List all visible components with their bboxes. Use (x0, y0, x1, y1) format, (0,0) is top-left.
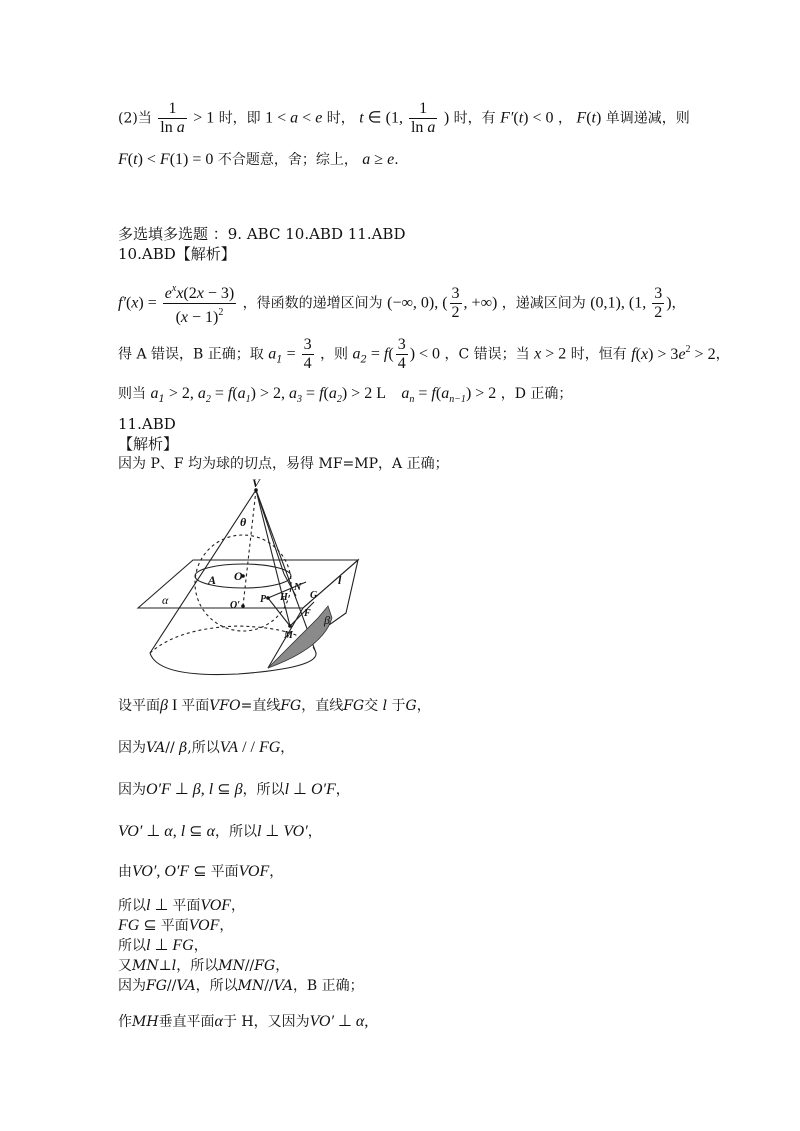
label-alpha: α (162, 593, 169, 607)
label-O: O (234, 569, 243, 583)
label-V: V (252, 478, 261, 490)
q10-line1: f′(x) = $\frac{e^xx(2x - 3)}{(x - 1)^2}$ ，得函数的递增区间为 (−∞, 0), ( $\frac{3}{2}$ , +∞) ，递减区间为 (0,1), (1, $\frac{3}{2}$ )， (118, 280, 686, 327)
q10-l1b: ，递减区间为 (501, 295, 586, 312)
part2-text3: 时，有 (453, 110, 496, 127)
proof-line5: 由VO′, O′F ⊆ 平面VOF， (118, 863, 284, 880)
proof-p7b: 平面 (160, 918, 189, 934)
label-theta: θ (240, 515, 247, 529)
proof-p10c: ，B 正确； (292, 978, 364, 994)
proof-line8: 所以l ⊥ FG， (118, 937, 208, 954)
q10-l1a: ，得函数的递增区间为 (242, 295, 383, 312)
frac-3-2: $\frac{3}{2}$ (451, 285, 460, 321)
label-P: P (260, 594, 267, 605)
proof-p3: 因为 (118, 782, 146, 798)
q10-title: 10.ABD【解析】 (118, 245, 236, 263)
proof-p2: 因为 (118, 740, 146, 756)
frac-derivative: $\frac{e^xx(2x - 3)}{(x - 1)^2}$ (163, 280, 236, 327)
proof-p3b: ，所以 (242, 782, 285, 798)
label-H: H (280, 592, 288, 603)
q10-l2c: ，C 错误；当 (444, 346, 530, 363)
frac-3-2-b: $\frac{3}{2}$ (654, 285, 663, 321)
part2-text1: 时，即 (218, 110, 261, 127)
proof-p11: 作 (118, 1014, 132, 1030)
proof-p1d: ，直线 (301, 698, 344, 714)
proof-p6: 所以 (118, 898, 146, 914)
label-l: l (338, 573, 342, 587)
proof-p2b: ,所以 (187, 740, 220, 756)
part2-text2: 时， (326, 110, 355, 127)
figure-svg (118, 478, 368, 678)
proof-p10: 因为 (118, 978, 146, 994)
label-Oprime: O′ (230, 600, 241, 611)
frac-1-over-lna-2: $\frac{1}{\text{ln a}}$ (410, 100, 436, 136)
part2-label: (2)当 (118, 110, 152, 127)
part2-line2-text: 不合题意，舍；综上， (217, 152, 358, 168)
proof-p9: 又 (118, 958, 132, 974)
proof-line7: FG ⊆ 平面VOF， (118, 917, 234, 934)
proof-p11b: 垂直平面 (158, 1014, 215, 1030)
proof-line1: 设平面β I 平面VFO=直线FG，直线FG交 l 于G， (118, 697, 431, 714)
label-M: M (284, 630, 293, 641)
label-G: G (310, 590, 318, 601)
cone-sphere-figure (118, 478, 368, 678)
proof-line11: 作MH垂直平面α于 H，又因为VO′ ⊥ α, (118, 1013, 369, 1030)
proof-p9b: ，所以 (176, 958, 219, 974)
part2-text5: 单调递减，则 (605, 110, 690, 127)
proof-p1c: 直线 (252, 698, 281, 714)
q10-l3b: ，D 正确； (500, 386, 573, 402)
part2-end: . (394, 152, 399, 168)
multi-heading: 多选填多选题 ：9. ABC 10.ABD 11.ABD (118, 225, 406, 243)
proof-line4: VO′ ⊥ α, l ⊆ α，所以l ⊥ VO′， (118, 823, 322, 840)
part2-line2: F(t) < F(1) = 0 不合题意，舍；综上， a ≥ e. (118, 151, 399, 168)
q11-title: 11.ABD (118, 415, 176, 433)
proof-p1b: 平面 (181, 698, 210, 714)
label-A: A (208, 573, 217, 587)
proof-p5: 由 (118, 864, 132, 880)
proof-line6: 所以l ⊥ 平面VOF， (118, 897, 246, 914)
proof-line3: 因为O′F ⊥ β, l ⊆ β，所以l ⊥ O′F， (118, 781, 350, 798)
label-N: N (294, 582, 302, 593)
label-F: F (304, 608, 311, 619)
proof-p1f: 于 (391, 698, 406, 714)
q10-line3: 则当 $a_1 > 2$, $a_2 = f(a_1) > 2$, $a_3 = f(a_2) > 2$ L $a_n = f(a_{n-1}) > 2$ ，D 正确； (118, 385, 573, 405)
q10-l2a: 得 A 错误，B 正确；取 (118, 346, 264, 363)
proof-p11c: 于 H，又因为 (222, 1014, 310, 1030)
proof-line10: 因为FG//VA，所以MN//VA，B 正确； (118, 978, 364, 994)
proof-p1: 设平面 (118, 698, 160, 714)
proof-p5b: 平面 (210, 864, 239, 880)
label-beta: β (324, 613, 330, 627)
proof-p4b: ，所以 (214, 824, 257, 840)
q11-sub: 【解析】 (118, 435, 179, 453)
part2-text4: ， (557, 110, 572, 127)
frac-3-4: $\frac{3}{4}$ (303, 336, 312, 372)
q10-l2b: ，则 (320, 346, 349, 363)
proof-p1e: 交 (364, 698, 379, 714)
frac-3-4-b: $\frac{3}{4}$ (397, 336, 406, 372)
q10-l3a: 则当 (118, 386, 146, 402)
proof-p8: 所以 (118, 938, 146, 954)
part2-line1: (2)当 $\frac{1}{\text{ln a}}$ > 1 时，即 1 < a < e 时， t ∈ (1, $\frac{1}{\text{ln a}}$ ) 时，有 F′(t) < 0 ， F(t) 单调递减，则 (118, 100, 690, 136)
proof-p10b: ，所以 (195, 978, 238, 994)
q10-l2d: 时，恒有 (570, 346, 627, 363)
q10-line2: 得 A 错误，B 正确；取 $a_1$ = $\frac{3}{4}$ ，则 $a_2 = f$( $\frac{3}{4}$ ) < 0 ，C 错误；当 x > 2 时，恒有 $f(x) > 3e^2 > 2$， (118, 336, 730, 372)
proof-line9: 又MN⊥l，所以MN//FG， (118, 958, 290, 974)
frac-1-over-lna: $\frac{1}{\text{ln a}}$ (160, 100, 185, 136)
proof-line2: 因为VA// β,所以VA / / FG， (118, 739, 295, 756)
q11-line1: 因为 P、F 均为球的切点，易得 MF=MP，A 正确； (118, 456, 449, 472)
proof-p6b: 平面 (172, 898, 201, 914)
